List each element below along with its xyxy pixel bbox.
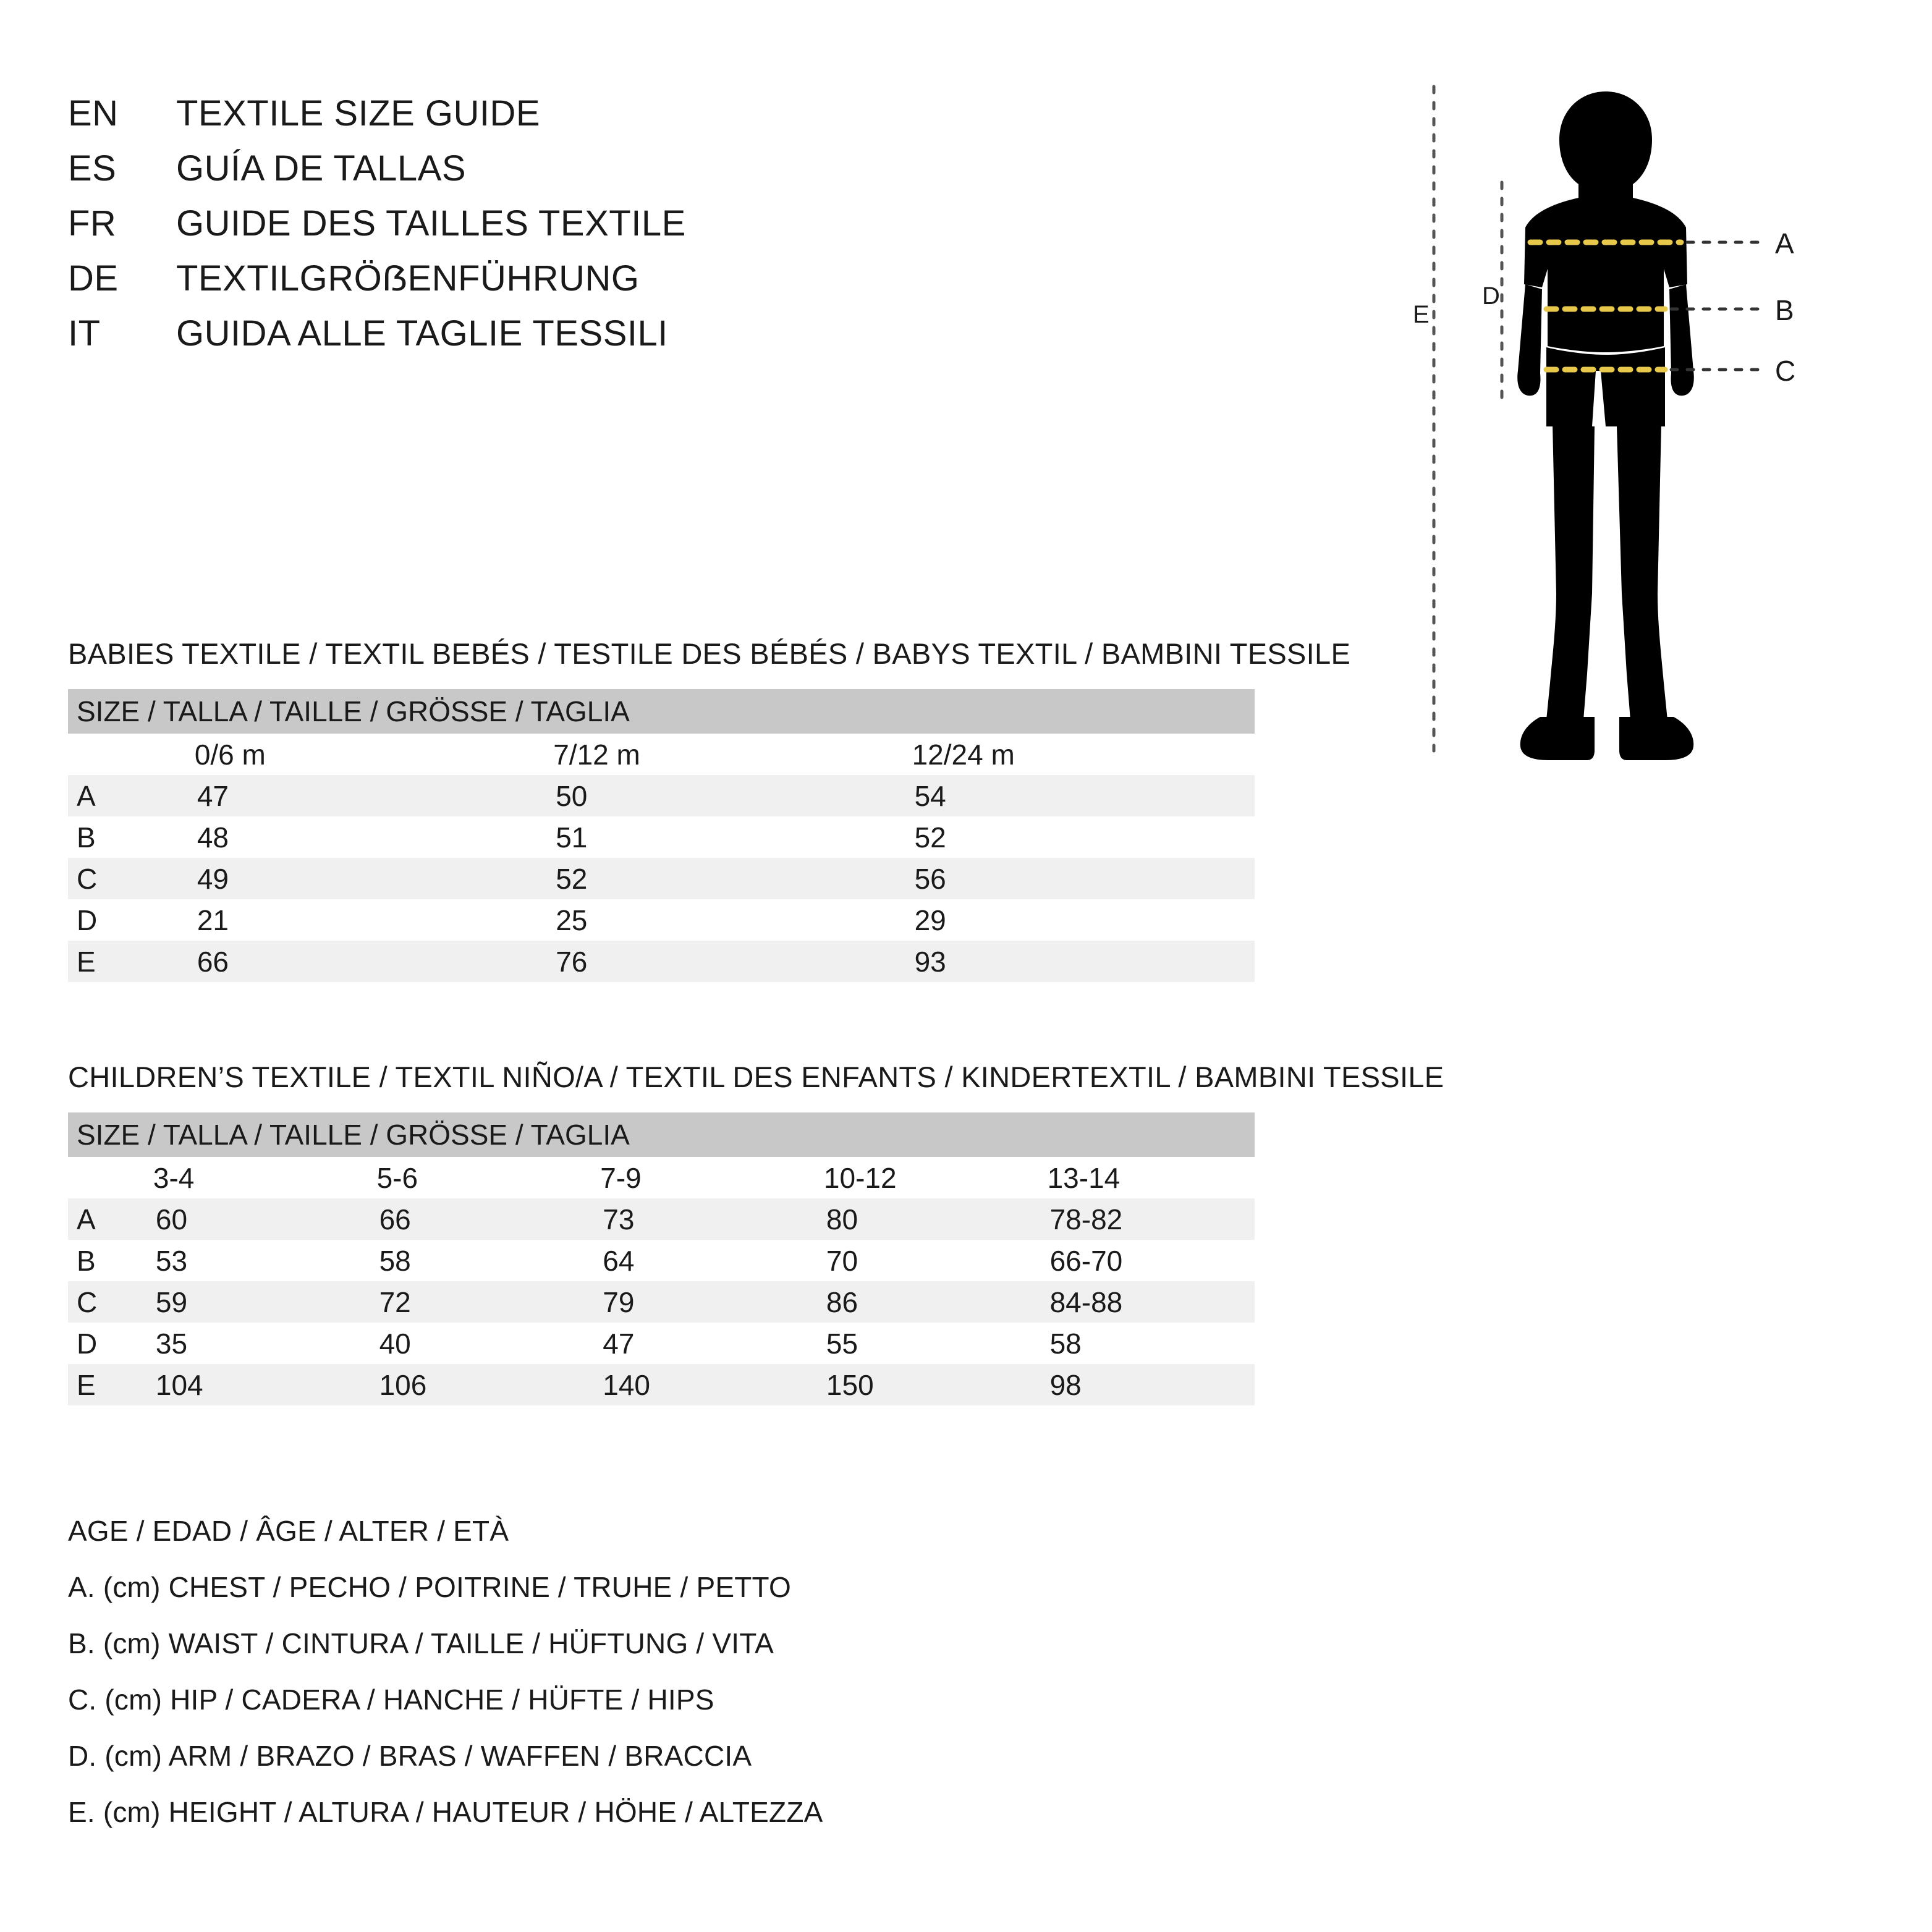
babies-d-1: 25 bbox=[537, 899, 896, 941]
marker-label-e: E bbox=[1413, 301, 1430, 328]
children-column-header-row bbox=[68, 1157, 1255, 1198]
children-e-4: 98 bbox=[1032, 1364, 1255, 1405]
title-row-fr bbox=[68, 203, 1428, 244]
table-row bbox=[68, 1281, 1255, 1323]
table-row bbox=[68, 775, 1255, 816]
table-row bbox=[68, 1323, 1255, 1364]
title-text-en: TEXTILE SIZE GUIDE bbox=[176, 93, 541, 133]
children-d-0: 35 bbox=[137, 1323, 361, 1364]
babies-row-label-d: D bbox=[68, 899, 179, 941]
children-row-label-e: E bbox=[68, 1364, 137, 1405]
children-e-3: 150 bbox=[808, 1364, 1032, 1405]
table-row bbox=[68, 899, 1255, 941]
babies-c-0: 49 bbox=[179, 858, 537, 899]
babies-e-2: 93 bbox=[896, 941, 1255, 982]
child-silhouette-shape bbox=[1517, 91, 1694, 760]
title-lang-en: EN bbox=[68, 93, 119, 133]
children-b-3: 70 bbox=[808, 1240, 1032, 1281]
babies-e-0: 66 bbox=[179, 941, 537, 982]
children-d-3: 55 bbox=[808, 1323, 1032, 1364]
children-e-2: 140 bbox=[584, 1364, 808, 1405]
children-d-2: 47 bbox=[584, 1323, 808, 1364]
babies-col-2: 12/24 m bbox=[896, 734, 1255, 775]
legend-line-age: AGE / EDAD / ÂGE / ALTER / ETÀ bbox=[68, 1515, 509, 1547]
children-e-1: 106 bbox=[361, 1364, 585, 1405]
measurement-legend bbox=[68, 1514, 1428, 1852]
children-a-3: 80 bbox=[808, 1198, 1032, 1240]
babies-row-label-b: B bbox=[68, 816, 179, 858]
babies-size-header: SIZE / TALLA / TAILLE / GRÖSSE / TAGLIA bbox=[68, 689, 1255, 734]
title-lang-it: IT bbox=[68, 313, 101, 354]
marker-label-a: A bbox=[1775, 227, 1794, 260]
babies-col-0: 0/6 m bbox=[179, 734, 537, 775]
title-lang-es: ES bbox=[68, 148, 117, 189]
babies-c-1: 52 bbox=[537, 858, 896, 899]
babies-c-2: 56 bbox=[896, 858, 1255, 899]
table-row bbox=[68, 1240, 1255, 1281]
babies-column-header-row bbox=[68, 734, 1255, 775]
babies-size-header-row bbox=[68, 689, 1255, 734]
table-row bbox=[68, 1364, 1255, 1405]
children-b-2: 64 bbox=[584, 1240, 808, 1281]
babies-e-1: 76 bbox=[537, 941, 896, 982]
children-size-header-row bbox=[68, 1112, 1255, 1157]
title-lang-fr: FR bbox=[68, 203, 117, 244]
title-row-de bbox=[68, 258, 1428, 299]
children-c-2: 79 bbox=[584, 1281, 808, 1323]
table-row bbox=[68, 858, 1255, 899]
children-c-3: 86 bbox=[808, 1281, 1032, 1323]
babies-d-0: 21 bbox=[179, 899, 537, 941]
children-d-1: 40 bbox=[361, 1323, 585, 1364]
children-e-0: 104 bbox=[137, 1364, 361, 1405]
legend-line-d-arm: D. (cm) ARM / BRAZO / BRAS / WAFFEN / BRACCIA bbox=[68, 1740, 752, 1772]
marker-label-c: C bbox=[1775, 355, 1796, 387]
title-text-fr: GUIDE DES TAILLES TEXTILE bbox=[176, 203, 686, 244]
babies-b-0: 48 bbox=[179, 816, 537, 858]
children-a-2: 73 bbox=[584, 1198, 808, 1240]
legend-line-a-chest: A. (cm) CHEST / PECHO / POITRINE / TRUHE / PETTO bbox=[68, 1571, 791, 1603]
children-corner-cell bbox=[68, 1157, 137, 1198]
children-col-0: 3-4 bbox=[137, 1157, 361, 1198]
body-measurement-diagram bbox=[1409, 80, 1866, 779]
children-d-4: 58 bbox=[1032, 1323, 1255, 1364]
title-row-en bbox=[68, 93, 1428, 134]
title-text-it: GUIDA ALLE TAGLIE TESSILI bbox=[176, 313, 668, 354]
legend-line-c-hip: C. (cm) HIP / CADERA / HANCHE / HÜFTE / HIPS bbox=[68, 1684, 714, 1716]
children-col-2: 7-9 bbox=[584, 1157, 808, 1198]
children-col-4: 13-14 bbox=[1032, 1157, 1255, 1198]
table-row bbox=[68, 1198, 1255, 1240]
title-text-de: TEXTILGRÖẞENFÜHRUNG bbox=[176, 258, 640, 299]
title-text-es: GUÍA DE TALLAS bbox=[176, 148, 467, 189]
legend-line-e-height: E. (cm) HEIGHT / ALTURA / HAUTEUR / HÖHE / ALTEZZA bbox=[68, 1796, 823, 1828]
babies-row-label-e: E bbox=[68, 941, 179, 982]
babies-a-1: 50 bbox=[537, 775, 896, 816]
marker-label-d: D bbox=[1482, 282, 1500, 310]
children-row-label-c: C bbox=[68, 1281, 137, 1323]
table-row bbox=[68, 941, 1255, 982]
title-lang-de: DE bbox=[68, 258, 119, 299]
children-row-label-a: A bbox=[68, 1198, 137, 1240]
children-b-1: 58 bbox=[361, 1240, 585, 1281]
children-row-label-d: D bbox=[68, 1323, 137, 1364]
table-row bbox=[68, 816, 1255, 858]
babies-a-2: 54 bbox=[896, 775, 1255, 816]
children-a-1: 66 bbox=[361, 1198, 585, 1240]
children-b-4: 66-70 bbox=[1032, 1240, 1255, 1281]
children-size-header: SIZE / TALLA / TAILLE / GRÖSSE / TAGLIA bbox=[68, 1112, 1255, 1157]
children-col-1: 5-6 bbox=[361, 1157, 585, 1198]
title-row-es bbox=[68, 148, 1428, 189]
babies-b-2: 52 bbox=[896, 816, 1255, 858]
babies-size-table bbox=[68, 689, 1255, 982]
children-b-0: 53 bbox=[137, 1240, 361, 1281]
title-row-it bbox=[68, 313, 1428, 354]
children-col-3: 10-12 bbox=[808, 1157, 1032, 1198]
children-section-heading: CHILDREN’S TEXTILE / TEXTIL NIÑO/A / TEXTIL DES ENFANTS / KINDERTEXTIL / BAMBINI TESSILE bbox=[68, 1061, 1444, 1093]
title-block bbox=[68, 93, 1428, 368]
babies-row-label-c: C bbox=[68, 858, 179, 899]
marker-label-b: B bbox=[1775, 294, 1794, 326]
children-row-label-b: B bbox=[68, 1240, 137, 1281]
children-size-table bbox=[68, 1112, 1255, 1405]
children-c-4: 84-88 bbox=[1032, 1281, 1255, 1323]
babies-b-1: 51 bbox=[537, 816, 896, 858]
babies-a-0: 47 bbox=[179, 775, 537, 816]
children-c-1: 72 bbox=[361, 1281, 585, 1323]
children-a-0: 60 bbox=[137, 1198, 361, 1240]
babies-col-1: 7/12 m bbox=[537, 734, 896, 775]
babies-d-2: 29 bbox=[896, 899, 1255, 941]
legend-line-b-waist: B. (cm) WAIST / CINTURA / TAILLE / HÜFTUNG / VITA bbox=[68, 1627, 774, 1659]
children-a-4: 78-82 bbox=[1032, 1198, 1255, 1240]
children-c-0: 59 bbox=[137, 1281, 361, 1323]
babies-section-heading: BABIES TEXTILE / TEXTIL BEBÉS / TESTILE DES BÉBÉS / BABYS TEXTIL / BAMBINI TESSILE bbox=[68, 637, 1351, 670]
babies-row-label-a: A bbox=[68, 775, 179, 816]
babies-corner-cell bbox=[68, 734, 179, 775]
